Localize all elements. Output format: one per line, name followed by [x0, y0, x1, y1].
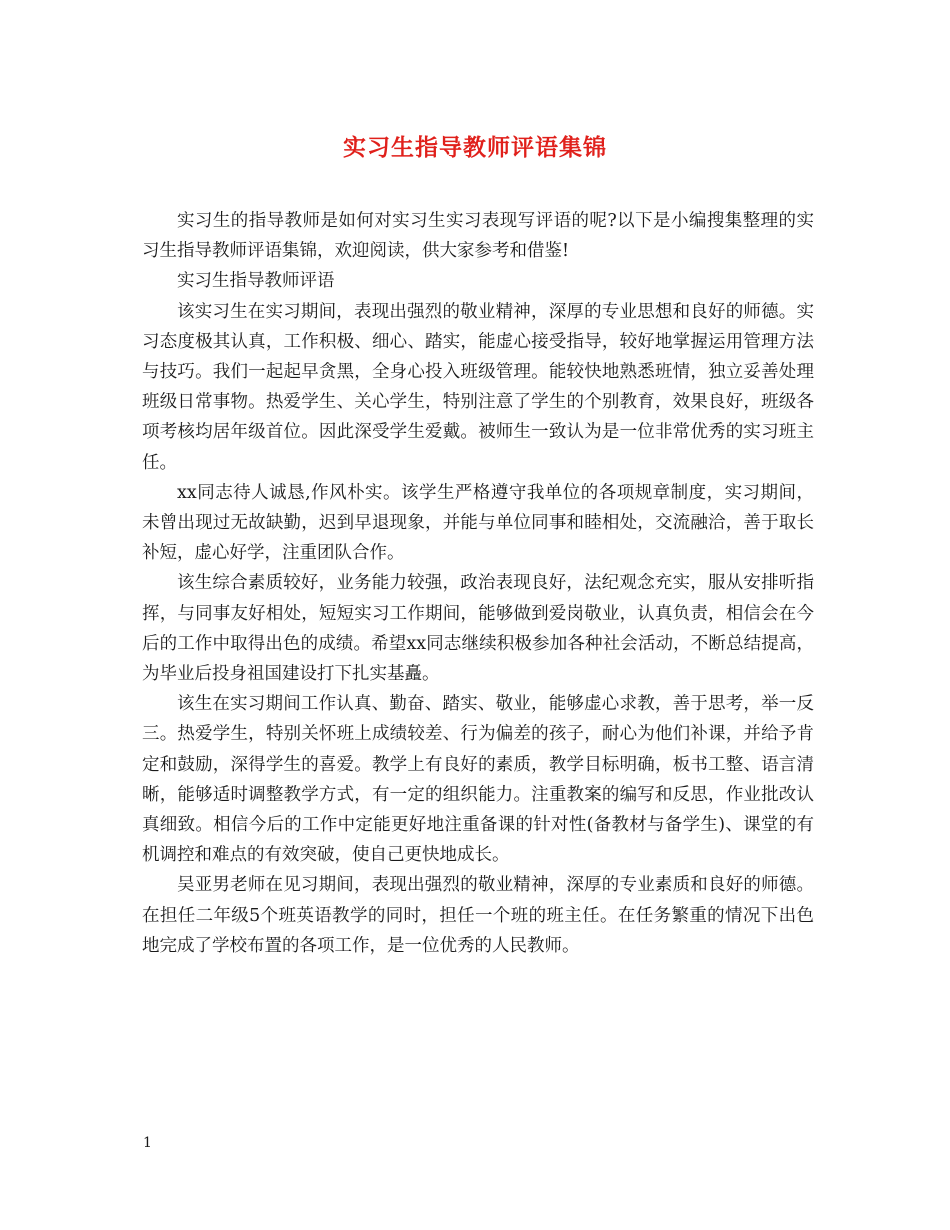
paragraph-comment-4: 该生在实习期间工作认真、勤奋、踏实、敬业，能够虚心求教，善于思考，举一反三。热爱学生，特别关怀班上成绩较差、行为偏差的孩子，耐心为他们补课，并给予肯定和鼓励，深得学生的喜爱。教学上有良好的素质，教学目标明确，板书工整、语言清晰，能够适时调整教学方式，有一定的组织能力。注重教案的编写和反思，作业批改认真细致。相信今后的工作中定能更好地注重备课的针对性(备教材与备学生)、课堂的有机调控和难点的有效突破，使自己更快地成长。: [142, 694, 814, 866]
page-number: 1: [143, 1135, 152, 1151]
document-body: [142, 206, 814, 961]
paragraph-comment-2: xx同志待人诚恳,作风朴实。该学生严格遵守我单位的各项规章制度，实习期间，未曾出现过无故缺勤，迟到早退现象，并能与单位同事和睦相处，交流融洽，善于取长补短，虚心好学，注重团队合作。: [142, 482, 814, 564]
paragraph-comment-5: 吴亚男老师在见习期间，表现出强烈的敬业精神，深厚的专业素质和良好的师德。在担任二年级5个班英语教学的同时，担任一个班的班主任。在任务繁重的情况下出色地完成了学校布置的各项工作，是一位优秀的人民教师。: [142, 875, 814, 956]
paragraph-intro: 实习生的指导教师是如何对实习生实习表现写评语的呢?以下是小编搜集整理的实习生指导教师评语集锦，欢迎阅读，供大家参考和借鉴!: [142, 211, 814, 262]
section-heading: 实习生指导教师评语: [177, 271, 335, 292]
document-title: 实习生指导教师评语集锦: [343, 134, 607, 161]
paragraph-comment-1: 该实习生在实习期间，表现出强烈的敬业精神，深厚的专业思想和良好的师德。实习态度极其认真，工作积极、细心、踏实，能虚心接受指导，较好地掌握运用管理方法与技巧。我们一起起早贪黑，全身心投入班级管理。能较快地熟悉班情，独立妥善处理班级日常事物。热爱学生、关心学生，特别注意了学生的个别教育，效果良好，班级各项考核均居年级首位。因此深受学生爱戴。被师生一致认为是一位非常优秀的实习班主任。: [142, 301, 814, 473]
paragraph-comment-3: 该生综合素质较好，业务能力较强，政治表现良好，法纪观念充实，服从安排听指挥，与同事友好相处，短短实习工作期间，能够做到爱岗敬业，认真负责，相信会在今后的工作中取得出色的成绩。希望xx同志继续积极参加各种社会活动，不断总结提高，为毕业后投身祖国建设打下扎实基矗。: [142, 573, 814, 685]
